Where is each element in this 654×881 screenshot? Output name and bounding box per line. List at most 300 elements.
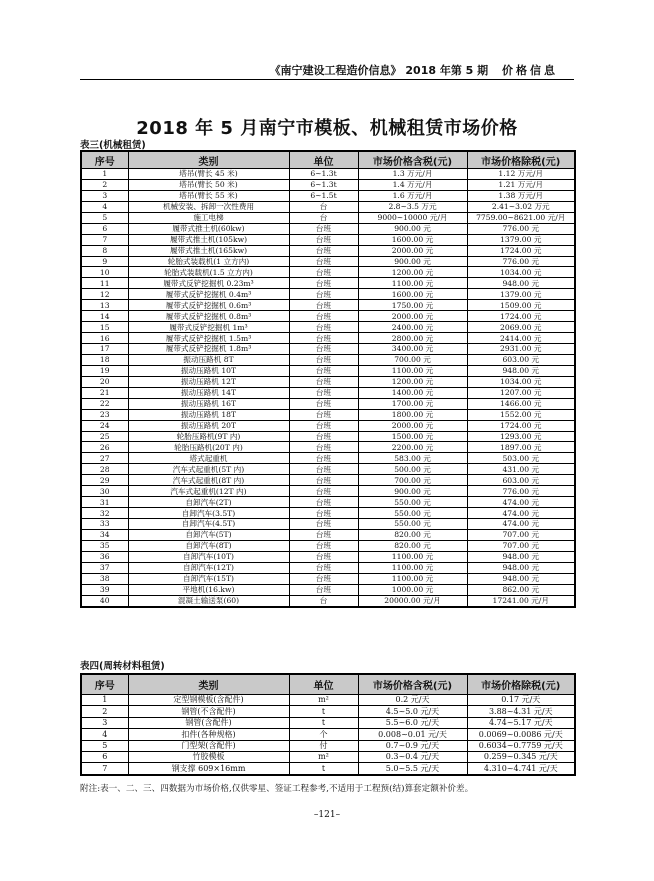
cell-category: 定型钢模板(含配件) (128, 695, 289, 706)
cell-price-with-tax: 1000.00 元 (358, 584, 467, 595)
cell-category: 履带式反铲挖掘机 0.6m³ (128, 300, 289, 311)
cell-price-without-tax: 1034.00 元 (467, 267, 575, 278)
cell-price-without-tax: 707.00 元 (467, 540, 575, 551)
cell-price-without-tax: 1.12 万元/月 (467, 169, 575, 180)
cell-category: 履带式反铲挖掘机 1m³ (128, 322, 289, 333)
cell-price-without-tax: 603.00 元 (467, 475, 575, 486)
cell-unit: m² (289, 695, 358, 706)
table-row (81, 354, 575, 365)
cell-category: 轮胎压路机(9T 内) (128, 431, 289, 442)
cell-category: 自卸汽车(15T) (128, 573, 289, 584)
cell-category: 振动压路机 12T (128, 376, 289, 387)
cell-no: 35 (81, 540, 128, 551)
cell-no: 38 (81, 573, 128, 584)
cell-no: 36 (81, 551, 128, 562)
cell-no: 2 (81, 706, 128, 717)
table-row (81, 267, 575, 278)
cell-price-without-tax: 2.41~3.02 万元 (467, 201, 575, 212)
cell-no: 10 (81, 267, 128, 278)
cell-price-with-tax: 4.5~5.0 元/天 (358, 706, 467, 717)
table-row (81, 442, 575, 453)
cell-category: 履带式反铲挖掘机 0.8m³ (128, 311, 289, 322)
column-header-price-with-tax: 市场价格含税(元) (358, 674, 467, 695)
cell-price-without-tax: 17241.00 元/月 (467, 595, 575, 606)
column-header-price-with-tax: 市场价格含税(元) (358, 151, 467, 169)
cell-category: 扣件(各种规格) (128, 729, 289, 740)
cell-no: 5 (81, 740, 128, 751)
cell-price-with-tax: 550.00 元 (358, 519, 467, 530)
cell-category: 机械安装、拆卸一次性费用 (128, 201, 289, 212)
cell-unit: 台班 (289, 508, 358, 519)
table-row (81, 529, 575, 540)
table-row (81, 333, 575, 344)
cell-price-without-tax: 7759.00~8621.00 元/月 (467, 212, 575, 223)
cell-price-without-tax: 1466.00 元 (467, 398, 575, 409)
cell-price-with-tax: 2400.00 元 (358, 322, 467, 333)
cell-category: 门型架(含配件) (128, 740, 289, 751)
cell-category: 履带式推土机(165kw) (128, 245, 289, 256)
cell-no: 18 (81, 354, 128, 365)
column-header-unit: 单位 (289, 151, 358, 169)
cell-no: 6 (81, 751, 128, 762)
cell-unit: 台班 (289, 486, 358, 497)
cell-category: 履带式反铲挖掘机 0.23m³ (128, 278, 289, 289)
cell-category: 轮胎压路机(20T 内) (128, 442, 289, 453)
table-row (81, 695, 575, 706)
table-row (81, 289, 575, 300)
cell-price-with-tax: 2000.00 元 (358, 420, 467, 431)
cell-unit: 台班 (289, 442, 358, 453)
cell-price-without-tax: 948.00 元 (467, 278, 575, 289)
cell-price-with-tax: 1600.00 元 (358, 234, 467, 245)
table-body (81, 169, 575, 607)
cell-unit: 台班 (289, 497, 358, 508)
table3-caption: 表三(机械租赁) (80, 140, 146, 151)
cell-price-with-tax: 1700.00 元 (358, 398, 467, 409)
cell-no: 12 (81, 289, 128, 300)
cell-no: 25 (81, 431, 128, 442)
cell-category: 轮胎式装载机(1 立方内) (128, 256, 289, 267)
cell-no: 1 (81, 695, 128, 706)
cell-no: 24 (81, 420, 128, 431)
cell-price-without-tax: 0.17 元/天 (467, 695, 575, 706)
cell-price-without-tax: 0.259~0.345 元/天 (467, 751, 575, 762)
cell-price-with-tax: 0.7~0.9 元/天 (358, 740, 467, 751)
cell-unit: t (289, 717, 358, 728)
cell-no: 21 (81, 387, 128, 398)
cell-category: 轮胎式装载机(1.5 立方内) (128, 267, 289, 278)
cell-no: 9 (81, 256, 128, 267)
cell-unit: 台班 (289, 354, 358, 365)
cell-unit: 6~1.5t (289, 190, 358, 201)
cell-price-with-tax: 20000.00 元/月 (358, 595, 467, 606)
table-row (81, 387, 575, 398)
cell-price-with-tax: 2000.00 元 (358, 245, 467, 256)
cell-unit: 台班 (289, 475, 358, 486)
cell-no: 30 (81, 486, 128, 497)
column-header-no: 序号 (81, 151, 128, 169)
cell-no: 6 (81, 223, 128, 234)
table-row (81, 201, 575, 212)
cell-price-without-tax: 948.00 元 (467, 551, 575, 562)
table-header-row (81, 674, 575, 695)
cell-price-with-tax: 1.3 万元/月 (358, 169, 467, 180)
table-row (81, 245, 575, 256)
table-row (81, 551, 575, 562)
cell-no: 22 (81, 398, 128, 409)
cell-category: 汽车式起重机(5T 内) (128, 464, 289, 475)
cell-unit: 6~1.3t (289, 179, 358, 190)
cell-unit: 台班 (289, 376, 358, 387)
table-row (81, 376, 575, 387)
cell-price-with-tax: 1100.00 元 (358, 573, 467, 584)
cell-category: 钢支撑 609×16mm (128, 763, 289, 775)
cell-price-with-tax: 0.2 元/天 (358, 695, 467, 706)
cell-price-with-tax: 3400.00 元 (358, 344, 467, 355)
cell-price-without-tax: 707.00 元 (467, 529, 575, 540)
table-row (81, 169, 575, 180)
cell-no: 13 (81, 300, 128, 311)
cell-price-with-tax: 820.00 元 (358, 529, 467, 540)
cell-unit: 台班 (289, 573, 358, 584)
cell-price-without-tax: 2414.00 元 (467, 333, 575, 344)
cell-category: 钢管(含配件) (128, 717, 289, 728)
cell-unit: 个 (289, 729, 358, 740)
cell-price-without-tax: 948.00 元 (467, 365, 575, 376)
cell-category: 履带式推土机(60kw) (128, 223, 289, 234)
cell-category: 履带式反铲挖掘机 1.5m³ (128, 333, 289, 344)
cell-unit: 台班 (289, 453, 358, 464)
cell-category: 塔吊(臂长 45 米) (128, 169, 289, 180)
cell-no: 7 (81, 763, 128, 775)
table-row (81, 212, 575, 223)
cell-price-with-tax: 0.3~0.4 元/天 (358, 751, 467, 762)
cell-price-without-tax: 1552.00 元 (467, 409, 575, 420)
table-row (81, 300, 575, 311)
cell-price-without-tax: 1207.00 元 (467, 387, 575, 398)
cell-unit: 台班 (289, 300, 358, 311)
cell-unit: 台班 (289, 409, 358, 420)
cell-no: 20 (81, 376, 128, 387)
table-row (81, 497, 575, 508)
cell-price-with-tax: 1600.00 元 (358, 289, 467, 300)
cell-price-without-tax: 1724.00 元 (467, 420, 575, 431)
cell-no: 29 (81, 475, 128, 486)
table-header-row (81, 151, 575, 169)
cell-no: 17 (81, 344, 128, 355)
cell-no: 3 (81, 717, 128, 728)
column-header-price-without-tax: 市场价格除税(元) (467, 674, 575, 695)
header-rule (80, 79, 574, 80)
cell-price-with-tax: 900.00 元 (358, 256, 467, 267)
cell-price-without-tax: 948.00 元 (467, 573, 575, 584)
cell-price-with-tax: 2200.00 元 (358, 442, 467, 453)
cell-category: 履带式反铲挖掘机 0.4m³ (128, 289, 289, 300)
cell-price-with-tax: 9000~10000 元/月 (358, 212, 467, 223)
cell-price-without-tax: 1.38 万元/月 (467, 190, 575, 201)
cell-unit: 台班 (289, 551, 358, 562)
table-row (81, 344, 575, 355)
cell-unit: 台班 (289, 245, 358, 256)
cell-no: 23 (81, 409, 128, 420)
cell-price-without-tax: 4.74~5.17 元/天 (467, 717, 575, 728)
cell-no: 28 (81, 464, 128, 475)
cell-no: 7 (81, 234, 128, 245)
cell-unit: 台班 (289, 311, 358, 322)
cell-no: 33 (81, 519, 128, 530)
cell-category: 振动压路机 8T (128, 354, 289, 365)
table-row (81, 409, 575, 420)
cell-no: 4 (81, 201, 128, 212)
cell-unit: 台班 (289, 540, 358, 551)
table-row (81, 431, 575, 442)
cell-category: 振动压路机 14T (128, 387, 289, 398)
cell-no: 2 (81, 179, 128, 190)
column-header-price-without-tax: 市场价格除税(元) (467, 151, 575, 169)
table-row (81, 278, 575, 289)
cell-unit: 台班 (289, 289, 358, 300)
table-row (81, 475, 575, 486)
cell-unit: 台班 (289, 256, 358, 267)
cell-unit: 台 (289, 201, 358, 212)
cell-unit: m² (289, 751, 358, 762)
cell-price-with-tax: 550.00 元 (358, 497, 467, 508)
cell-unit: t (289, 763, 358, 775)
cell-unit: 台班 (289, 267, 358, 278)
cell-no: 8 (81, 245, 128, 256)
table-row (81, 256, 575, 267)
cell-category: 自卸汽车(2T) (128, 497, 289, 508)
table-row (81, 562, 575, 573)
cell-price-without-tax: 474.00 元 (467, 519, 575, 530)
cell-price-with-tax: 1750.00 元 (358, 300, 467, 311)
table-row (81, 223, 575, 234)
cell-category: 自卸汽车(3.5T) (128, 508, 289, 519)
cell-price-with-tax: 900.00 元 (358, 223, 467, 234)
column-header-unit: 单位 (289, 674, 358, 695)
cell-unit: 台班 (289, 234, 358, 245)
cell-unit: 台班 (289, 464, 358, 475)
cell-price-without-tax: 1.21 万元/月 (467, 179, 575, 190)
cell-price-with-tax: 550.00 元 (358, 508, 467, 519)
cell-category: 自卸汽车(4.5T) (128, 519, 289, 530)
cell-price-without-tax: 1724.00 元 (467, 311, 575, 322)
journal-issue: 《南宁建设工程造价信息》 2018 年第 5 期 (269, 64, 489, 77)
cell-category: 汽车式起重机(8T 内) (128, 475, 289, 486)
cell-unit: 台班 (289, 333, 358, 344)
cell-no: 40 (81, 595, 128, 606)
cell-no: 14 (81, 311, 128, 322)
cell-unit: 台班 (289, 322, 358, 333)
table-row (81, 508, 575, 519)
cell-category: 自卸汽车(8T) (128, 540, 289, 551)
table-row (81, 751, 575, 762)
table-row (81, 234, 575, 245)
cell-price-with-tax: 900.00 元 (358, 486, 467, 497)
cell-price-without-tax: 1034.00 元 (467, 376, 575, 387)
materials-rental-table (80, 673, 576, 776)
cell-price-without-tax: 1293.00 元 (467, 431, 575, 442)
cell-price-with-tax: 1100.00 元 (358, 562, 467, 573)
cell-no: 37 (81, 562, 128, 573)
cell-no: 19 (81, 365, 128, 376)
cell-unit: 台班 (289, 584, 358, 595)
cell-category: 塔吊(臂长 55 米) (128, 190, 289, 201)
cell-price-without-tax: 0.0069~0.0086 元/天 (467, 729, 575, 740)
cell-price-with-tax: 2000.00 元 (358, 311, 467, 322)
cell-price-without-tax: 776.00 元 (467, 486, 575, 497)
cell-unit: 台班 (289, 278, 358, 289)
cell-no: 34 (81, 529, 128, 540)
cell-no: 15 (81, 322, 128, 333)
table-row (81, 595, 575, 606)
cell-no: 39 (81, 584, 128, 595)
cell-price-with-tax: 2.8~3.5 万元 (358, 201, 467, 212)
cell-price-with-tax: 1800.00 元 (358, 409, 467, 420)
cell-category: 塔吊(臂长 50 米) (128, 179, 289, 190)
table4-caption: 表四(周转材料租赁) (80, 661, 165, 672)
table-row (81, 740, 575, 751)
cell-category: 振动压路机 10T (128, 365, 289, 376)
table-row (81, 365, 575, 376)
table-row (81, 519, 575, 530)
cell-unit: 台 (289, 595, 358, 606)
table-row (81, 763, 575, 775)
cell-price-without-tax: 776.00 元 (467, 256, 575, 267)
table-row (81, 398, 575, 409)
cell-category: 振动压路机 20T (128, 420, 289, 431)
cell-no: 1 (81, 169, 128, 180)
cell-no: 5 (81, 212, 128, 223)
cell-no: 11 (81, 278, 128, 289)
cell-price-with-tax: 1100.00 元 (358, 365, 467, 376)
cell-category: 振动压路机 18T (128, 409, 289, 420)
cell-unit: 台班 (289, 431, 358, 442)
cell-unit: 台班 (289, 420, 358, 431)
table-row (81, 486, 575, 497)
cell-category: 自卸汽车(12T) (128, 562, 289, 573)
cell-price-without-tax: 1897.00 元 (467, 442, 575, 453)
cell-unit: 台班 (289, 344, 358, 355)
table-row (81, 540, 575, 551)
cell-unit: 台 (289, 212, 358, 223)
cell-price-with-tax: 5.0~5.5 元/天 (358, 763, 467, 775)
cell-price-without-tax: 474.00 元 (467, 508, 575, 519)
cell-category: 振动压路机 16T (128, 398, 289, 409)
cell-price-with-tax: 1200.00 元 (358, 267, 467, 278)
cell-unit: 台班 (289, 529, 358, 540)
cell-category: 竹胶模板 (128, 751, 289, 762)
cell-price-with-tax: 1100.00 元 (358, 278, 467, 289)
cell-price-with-tax: 583.00 元 (358, 453, 467, 464)
cell-price-with-tax: 500.00 元 (358, 464, 467, 475)
cell-category: 自卸汽车(10T) (128, 551, 289, 562)
column-header-category: 类别 (128, 674, 289, 695)
table-row (81, 706, 575, 717)
cell-price-without-tax: 603.00 元 (467, 354, 575, 365)
table-row (81, 584, 575, 595)
cell-category: 混凝土输送泵(60) (128, 595, 289, 606)
cell-unit: 台班 (289, 223, 358, 234)
cell-price-with-tax: 0.008~0.01 元/天 (358, 729, 467, 740)
cell-unit: 付 (289, 740, 358, 751)
cell-price-with-tax: 1500.00 元 (358, 431, 467, 442)
table-row (81, 464, 575, 475)
section-label: 价格信息 (502, 64, 558, 77)
cell-price-with-tax: 700.00 元 (358, 354, 467, 365)
cell-price-with-tax: 1.4 万元/月 (358, 179, 467, 190)
cell-price-with-tax: 5.5~6.0 元/天 (358, 717, 467, 728)
cell-category: 汽车式起重机(12T 内) (128, 486, 289, 497)
running-header (270, 62, 558, 78)
cell-price-without-tax: 862.00 元 (467, 584, 575, 595)
cell-category: 履带式反铲挖掘机 1.8m³ (128, 344, 289, 355)
cell-price-without-tax: 0.6034~0.7759 元/天 (467, 740, 575, 751)
column-header-category: 类别 (128, 151, 289, 169)
cell-price-with-tax: 1.6 万元/月 (358, 190, 467, 201)
cell-category: 履带式推土机(105kw) (128, 234, 289, 245)
cell-unit: 6~1.3t (289, 169, 358, 180)
cell-category: 平地机(16.kw) (128, 584, 289, 595)
cell-category: 钢管(不含配件) (128, 706, 289, 717)
table-row (81, 573, 575, 584)
cell-price-without-tax: 1509.00 元 (467, 300, 575, 311)
cell-price-without-tax: 948.00 元 (467, 562, 575, 573)
table-row (81, 420, 575, 431)
cell-price-without-tax: 1724.00 元 (467, 245, 575, 256)
cell-price-with-tax: 700.00 元 (358, 475, 467, 486)
machinery-rental-table (80, 150, 576, 608)
cell-no: 16 (81, 333, 128, 344)
cell-no: 32 (81, 508, 128, 519)
cell-price-without-tax: 2931.00 元 (467, 344, 575, 355)
cell-unit: t (289, 706, 358, 717)
cell-no: 4 (81, 729, 128, 740)
table-row (81, 190, 575, 201)
cell-category: 塔式起重机 (128, 453, 289, 464)
table-row (81, 322, 575, 333)
cell-price-without-tax: 4.310~4.741 元/天 (467, 763, 575, 775)
cell-price-without-tax: 474.00 元 (467, 497, 575, 508)
table-row (81, 729, 575, 740)
cell-unit: 台班 (289, 387, 358, 398)
cell-no: 3 (81, 190, 128, 201)
cell-unit: 台班 (289, 562, 358, 573)
cell-price-without-tax: 2069.00 元 (467, 322, 575, 333)
cell-price-without-tax: 431.00 元 (467, 464, 575, 475)
cell-unit: 台班 (289, 519, 358, 530)
cell-category: 自卸汽车(5T) (128, 529, 289, 540)
cell-unit: 台班 (289, 398, 358, 409)
table-row (81, 311, 575, 322)
table-row (81, 179, 575, 190)
cell-price-without-tax: 776.00 元 (467, 223, 575, 234)
page-title: 2018 年 5 月南宁市模板、机械租赁市场价格 (136, 118, 518, 139)
column-header-no: 序号 (81, 674, 128, 695)
page-number: –121– (313, 810, 341, 820)
table-row (81, 717, 575, 728)
cell-price-with-tax: 1100.00 元 (358, 551, 467, 562)
cell-price-with-tax: 820.00 元 (358, 540, 467, 551)
table-row (81, 453, 575, 464)
cell-price-with-tax: 1400.00 元 (358, 387, 467, 398)
cell-price-without-tax: 3.88~4.31 元/天 (467, 706, 575, 717)
cell-price-with-tax: 2800.00 元 (358, 333, 467, 344)
table-body (81, 695, 575, 775)
cell-no: 27 (81, 453, 128, 464)
cell-price-without-tax: 1379.00 元 (467, 234, 575, 245)
cell-price-without-tax: 1379.00 元 (467, 289, 575, 300)
